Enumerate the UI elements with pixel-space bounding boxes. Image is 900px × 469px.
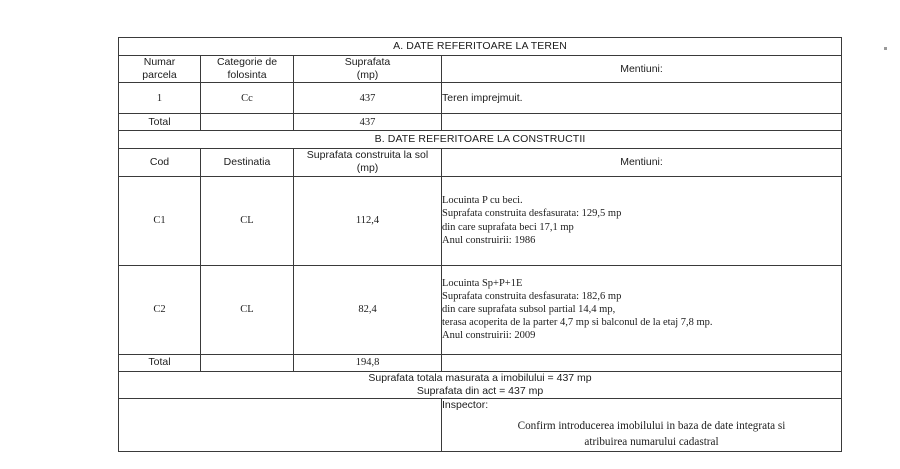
header-built-area-line1: Suprafata construita la sol bbox=[306, 149, 429, 162]
land-parcel-number: 1 bbox=[119, 83, 201, 114]
header-land-mentions: Mentiuni: bbox=[442, 56, 842, 83]
land-use-category: Cc bbox=[201, 83, 294, 114]
building-mentions-c2 bbox=[442, 265, 842, 354]
scan-artifact-speck bbox=[884, 47, 887, 50]
header-built-area-line2: (mp) bbox=[356, 162, 379, 175]
land-mentions: Teren imprejmuit. bbox=[442, 83, 842, 114]
section-a-title-row bbox=[119, 38, 842, 56]
header-parcel-number bbox=[119, 56, 201, 83]
building-built-area-c2: 82,4 bbox=[294, 265, 442, 354]
header-use-category bbox=[201, 56, 294, 83]
building-destination-c2: CL bbox=[201, 265, 294, 354]
header-land-area bbox=[294, 56, 442, 83]
mention-line: terasa acoperita de la parter 4,7 mp si balconul de la etaj 7,8 mp. bbox=[442, 317, 713, 329]
header-land-area-line1: Suprafata bbox=[344, 56, 391, 68]
land-total-area: 437 bbox=[294, 114, 442, 131]
confirm-line: atribuirea numarului cadastral bbox=[584, 435, 719, 448]
section-b-header-row bbox=[119, 149, 842, 176]
header-use-category-line1: Categorie de bbox=[216, 56, 278, 68]
summary-measured-total: Suprafata totala masurata a imobilului = 437 mp bbox=[368, 371, 592, 384]
land-total-empty-cell bbox=[201, 114, 294, 131]
header-built-area bbox=[294, 149, 442, 176]
header-building-mentions: Mentiuni: bbox=[442, 149, 842, 176]
building-total-mentions-cell bbox=[442, 354, 842, 371]
land-total-label: Total bbox=[119, 114, 201, 131]
mention-line: Suprafata construita desfasurata: 129,5 mp bbox=[442, 208, 622, 220]
mention-line: din care suprafata beci 17,1 mp bbox=[442, 221, 574, 233]
table-row bbox=[119, 265, 842, 354]
cadastral-data-table bbox=[118, 37, 842, 452]
summary-row bbox=[119, 371, 842, 398]
land-total-mentions-cell bbox=[442, 114, 842, 131]
section-a-header-row bbox=[119, 56, 842, 83]
building-mentions-c1 bbox=[442, 176, 842, 265]
mention-line: din care suprafata subsol partial 14,4 mp, bbox=[442, 303, 616, 315]
header-parcel-number-line2: parcela bbox=[142, 69, 177, 82]
section-b-title-row bbox=[119, 131, 842, 149]
header-building-code: Cod bbox=[119, 149, 201, 176]
header-building-destination: Destinatia bbox=[201, 149, 294, 176]
mention-line: Anul construirii: 2009 bbox=[442, 330, 536, 342]
mention-line: Locuinta P cu beci. bbox=[442, 195, 523, 207]
inspector-signature-block bbox=[442, 398, 842, 451]
inspector-label: Inspector: bbox=[442, 399, 489, 412]
summary-deed-total: Suprafata din act = 437 mp bbox=[416, 384, 544, 397]
building-total-empty-cell bbox=[201, 354, 294, 371]
building-code-c2: C2 bbox=[119, 265, 201, 354]
building-code-c1: C1 bbox=[119, 176, 201, 265]
section-b-title: B. DATE REFERITOARE LA CONSTRUCTII bbox=[119, 131, 842, 149]
header-land-area-line2: (mp) bbox=[356, 69, 379, 82]
building-built-area-c1: 112,4 bbox=[294, 176, 442, 265]
footer-row bbox=[119, 398, 842, 451]
section-a-title: A. DATE REFERITOARE LA TEREN bbox=[119, 38, 842, 56]
section-b-total-row bbox=[119, 354, 842, 371]
summary-cell bbox=[119, 371, 842, 398]
confirm-line: Confirm introducerea imobilului in baza de date integrata si bbox=[517, 419, 786, 432]
building-destination-c1: CL bbox=[201, 176, 294, 265]
table-row bbox=[119, 176, 842, 265]
mention-line: Suprafata construita desfasurata: 182,6 mp bbox=[442, 290, 622, 302]
mention-line: Anul construirii: 1986 bbox=[442, 234, 536, 246]
header-use-category-line2: folosinta bbox=[227, 69, 267, 82]
inspector-confirmation bbox=[442, 418, 841, 450]
building-total-area: 194,8 bbox=[294, 354, 442, 371]
header-parcel-number-line1: Numar bbox=[143, 56, 176, 68]
section-a-total-row bbox=[119, 114, 842, 131]
table-row bbox=[119, 83, 842, 114]
building-total-label: Total bbox=[119, 354, 201, 371]
mention-line: Locuinta Sp+P+1E bbox=[442, 277, 523, 289]
surveyor-signature-block bbox=[119, 398, 442, 451]
land-area: 437 bbox=[294, 83, 442, 114]
